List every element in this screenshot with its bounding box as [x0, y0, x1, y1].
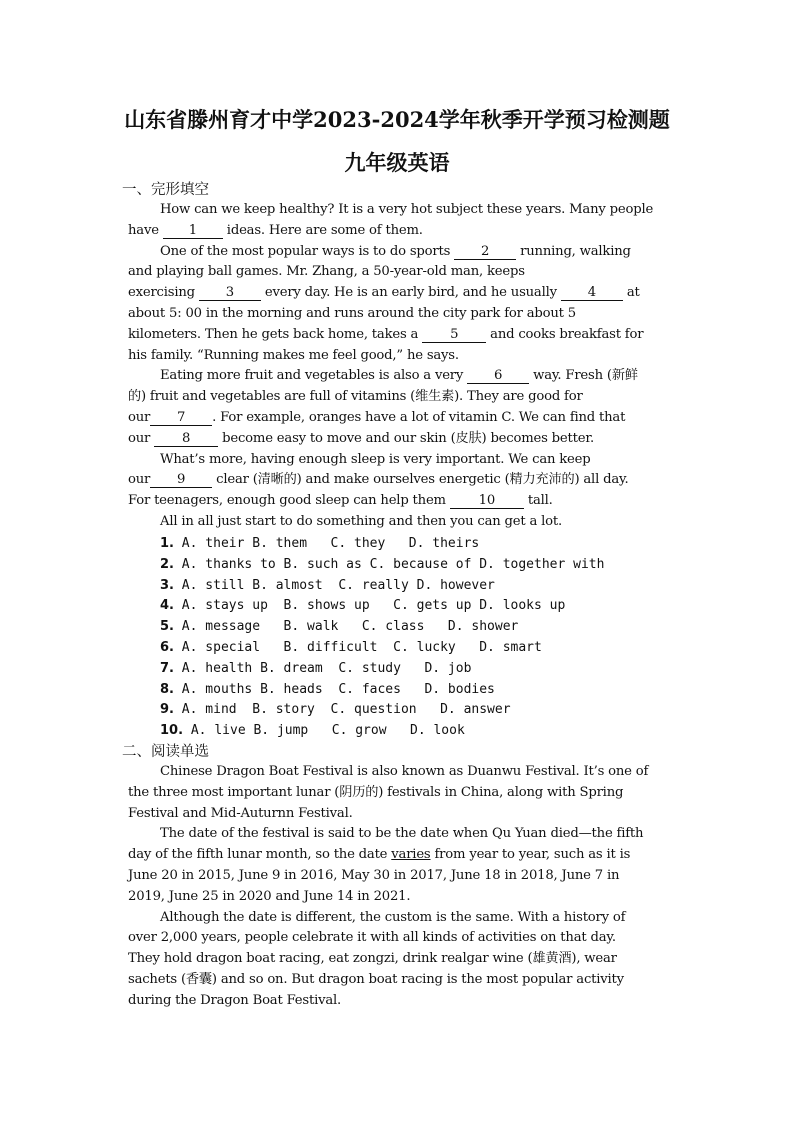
text-run: All in all just start to do something and then you can get a lot. — [160, 513, 562, 529]
question-number: 3. — [160, 577, 174, 593]
option-choices: A. mouths B. heads C. faces D. bodies — [173, 681, 495, 697]
text-run: day of the fifth lunar month, so the date — [128, 847, 392, 863]
passage-line — [128, 470, 676, 491]
text-run: June 20 in 2015, June 9 in 2016, May 30 in 2017, June 18 in 2018, June 7 in — [128, 867, 620, 883]
option-choices: A. message B. walk C. class D. shower — [173, 619, 519, 635]
passage-line — [128, 824, 676, 845]
text-run: One of the most popular ways is to do sports — [160, 243, 455, 259]
text-run: over 2,000 years, people celebrate it with all kinds of activities on that day. — [128, 930, 616, 946]
option-choices: A. thanks to B. such as C. because of D. together with — [173, 556, 605, 572]
blank-8: 8 — [154, 431, 218, 447]
passage-line — [128, 845, 676, 866]
passage-line — [128, 762, 676, 783]
text-run: the three most important lunar (阴历的) festivals in China, along with Spring — [128, 784, 624, 800]
document-subtitle: 九年级英语 — [344, 150, 450, 175]
option-choices: A. mind B. story C. question D. answer — [173, 702, 511, 718]
passage-line — [128, 325, 676, 346]
option-choices: A. still B. almost C. really D. however — [173, 577, 495, 593]
text-run: clear (清晰的) and make ourselves energetic (精力充沛的) all day. — [212, 472, 629, 488]
cloze-options-list — [160, 534, 604, 742]
passage-line — [128, 949, 676, 970]
text-run: about 5: 00 in the morning and runs around the city park for about 5 — [128, 305, 576, 321]
option-row — [160, 638, 604, 659]
text-run: 的) fruit and vegetables are full of vitamins (维生素). They are good for — [128, 389, 583, 405]
text-run: way. Fresh (新鲜 — [529, 368, 638, 384]
option-row — [160, 680, 604, 701]
blank-4: 4 — [561, 285, 623, 301]
question-number: 5. — [160, 619, 174, 635]
blank-1: 1 — [163, 223, 223, 239]
question-number: 9. — [160, 702, 174, 718]
passage-line — [128, 491, 676, 512]
passage-line — [128, 991, 676, 1012]
option-row — [160, 555, 604, 576]
text-run: and cooks breakfast for — [486, 326, 644, 342]
passage-line — [128, 866, 676, 887]
option-row — [160, 721, 604, 742]
blank-10: 10 — [450, 493, 524, 509]
option-row — [160, 596, 604, 617]
option-row — [160, 659, 604, 680]
text-run: at — [622, 285, 640, 301]
text-run: Eating more fruit and vegetables is also a very — [160, 368, 468, 384]
blank-9: 9 — [150, 472, 212, 488]
text-run: our — [128, 472, 151, 488]
text-run: exercising — [128, 285, 199, 301]
option-choices: A. their B. them C. they D. theirs — [173, 536, 480, 551]
passage-line — [128, 928, 676, 949]
option-choices: A. stays up B. shows up C. gets up D. looks up — [173, 598, 566, 614]
cloze-passage — [128, 200, 676, 533]
text-run: What’s more, having enough sleep is very important. We can keep — [160, 451, 591, 467]
passage-line — [128, 450, 676, 471]
text-run: Although the date is different, the custom is the same. With a history of — [160, 909, 626, 925]
passage-line — [128, 408, 676, 429]
option-choices: A. special B. difficult C. lucky D. smart — [173, 639, 542, 655]
blank-3: 3 — [199, 285, 261, 301]
question-number: 2. — [160, 556, 174, 572]
text-run: tall. — [523, 493, 553, 509]
document-title: 山东省滕州育才中学2023-2024学年秋季开学预习检测题 — [124, 107, 670, 132]
text-run: For teenagers, enough good sleep can help them — [128, 493, 450, 509]
reading-passage — [128, 762, 676, 1012]
passage-line — [128, 970, 676, 991]
passage-line — [128, 304, 676, 325]
passage-line — [128, 387, 676, 408]
blank-6: 6 — [467, 368, 529, 384]
passage-line — [128, 221, 676, 242]
blank-2: 2 — [454, 244, 516, 260]
question-number: 1. — [160, 536, 174, 551]
question-number: 7. — [160, 660, 174, 676]
text-run: from year to year, such as it is — [430, 847, 631, 863]
question-number: 8. — [160, 681, 174, 697]
passage-line — [128, 283, 676, 304]
text-run: our — [128, 430, 155, 446]
passage-line — [128, 804, 676, 825]
passage-line — [128, 908, 676, 929]
underlined-word: varies — [391, 847, 431, 863]
text-run: 2019, June 25 in 2020 and June 14 in 2021. — [128, 888, 411, 904]
text-run: ideas. Here are some of them. — [222, 222, 423, 238]
option-row — [160, 534, 604, 555]
option-row — [160, 617, 604, 638]
question-number: 4. — [160, 598, 174, 614]
question-number: 10. — [160, 723, 184, 739]
passage-line — [128, 887, 676, 908]
blank-5: 5 — [422, 327, 486, 343]
passage-line — [128, 262, 676, 283]
question-number: 6. — [160, 639, 174, 655]
text-run: . For example, oranges have a lot of vitamin C. We can find that — [212, 409, 626, 425]
text-run: Festival and Mid-Auturnn Festival. — [128, 805, 353, 821]
passage-line — [128, 512, 676, 533]
text-run: his family. “Running makes me feel good,” he says. — [128, 347, 459, 363]
text-run: They hold dragon boat racing, eat zongzi, drink realgar wine (雄黄酒), wear — [128, 951, 617, 967]
passage-line — [128, 200, 676, 221]
text-run: become easy to move and our skin (皮肤) becomes better. — [218, 430, 594, 446]
text-run: have — [128, 222, 163, 238]
option-row — [160, 576, 604, 597]
text-run: and playing ball games. Mr. Zhang, a 50-year-old man, keeps — [128, 264, 525, 280]
text-run: How can we keep healthy? It is a very hot subject these years. Many people — [160, 202, 654, 217]
text-run: running, walking — [516, 243, 631, 259]
text-run: our — [128, 409, 151, 425]
passage-line — [128, 242, 676, 263]
section-heading-cloze: 一、完形填空 — [122, 182, 209, 198]
text-run: The date of the festival is said to be the date when Qu Yuan died—the fifth — [160, 826, 644, 842]
option-choices: A. health B. dream C. study D. job — [173, 660, 472, 676]
passage-line — [128, 783, 676, 804]
passage-line — [128, 429, 676, 450]
text-run: every day. He is an early bird, and he usually — [260, 285, 561, 301]
passage-line — [128, 346, 676, 367]
passage-line — [128, 366, 676, 387]
option-row — [160, 700, 604, 721]
section-heading-reading: 二、阅读单选 — [122, 744, 209, 760]
option-choices: A. live B. jump C. grow D. look — [183, 723, 465, 739]
text-run: Chinese Dragon Boat Festival is also known as Duanwu Festival. It’s one of — [160, 764, 649, 779]
blank-7: 7 — [150, 410, 212, 426]
text-run: kilometers. Then he gets back home, takes a — [128, 326, 423, 342]
text-run: during the Dragon Boat Festival. — [128, 992, 342, 1008]
text-run: sachets (香囊) and so on. But dragon boat racing is the most popular activity — [128, 971, 624, 987]
